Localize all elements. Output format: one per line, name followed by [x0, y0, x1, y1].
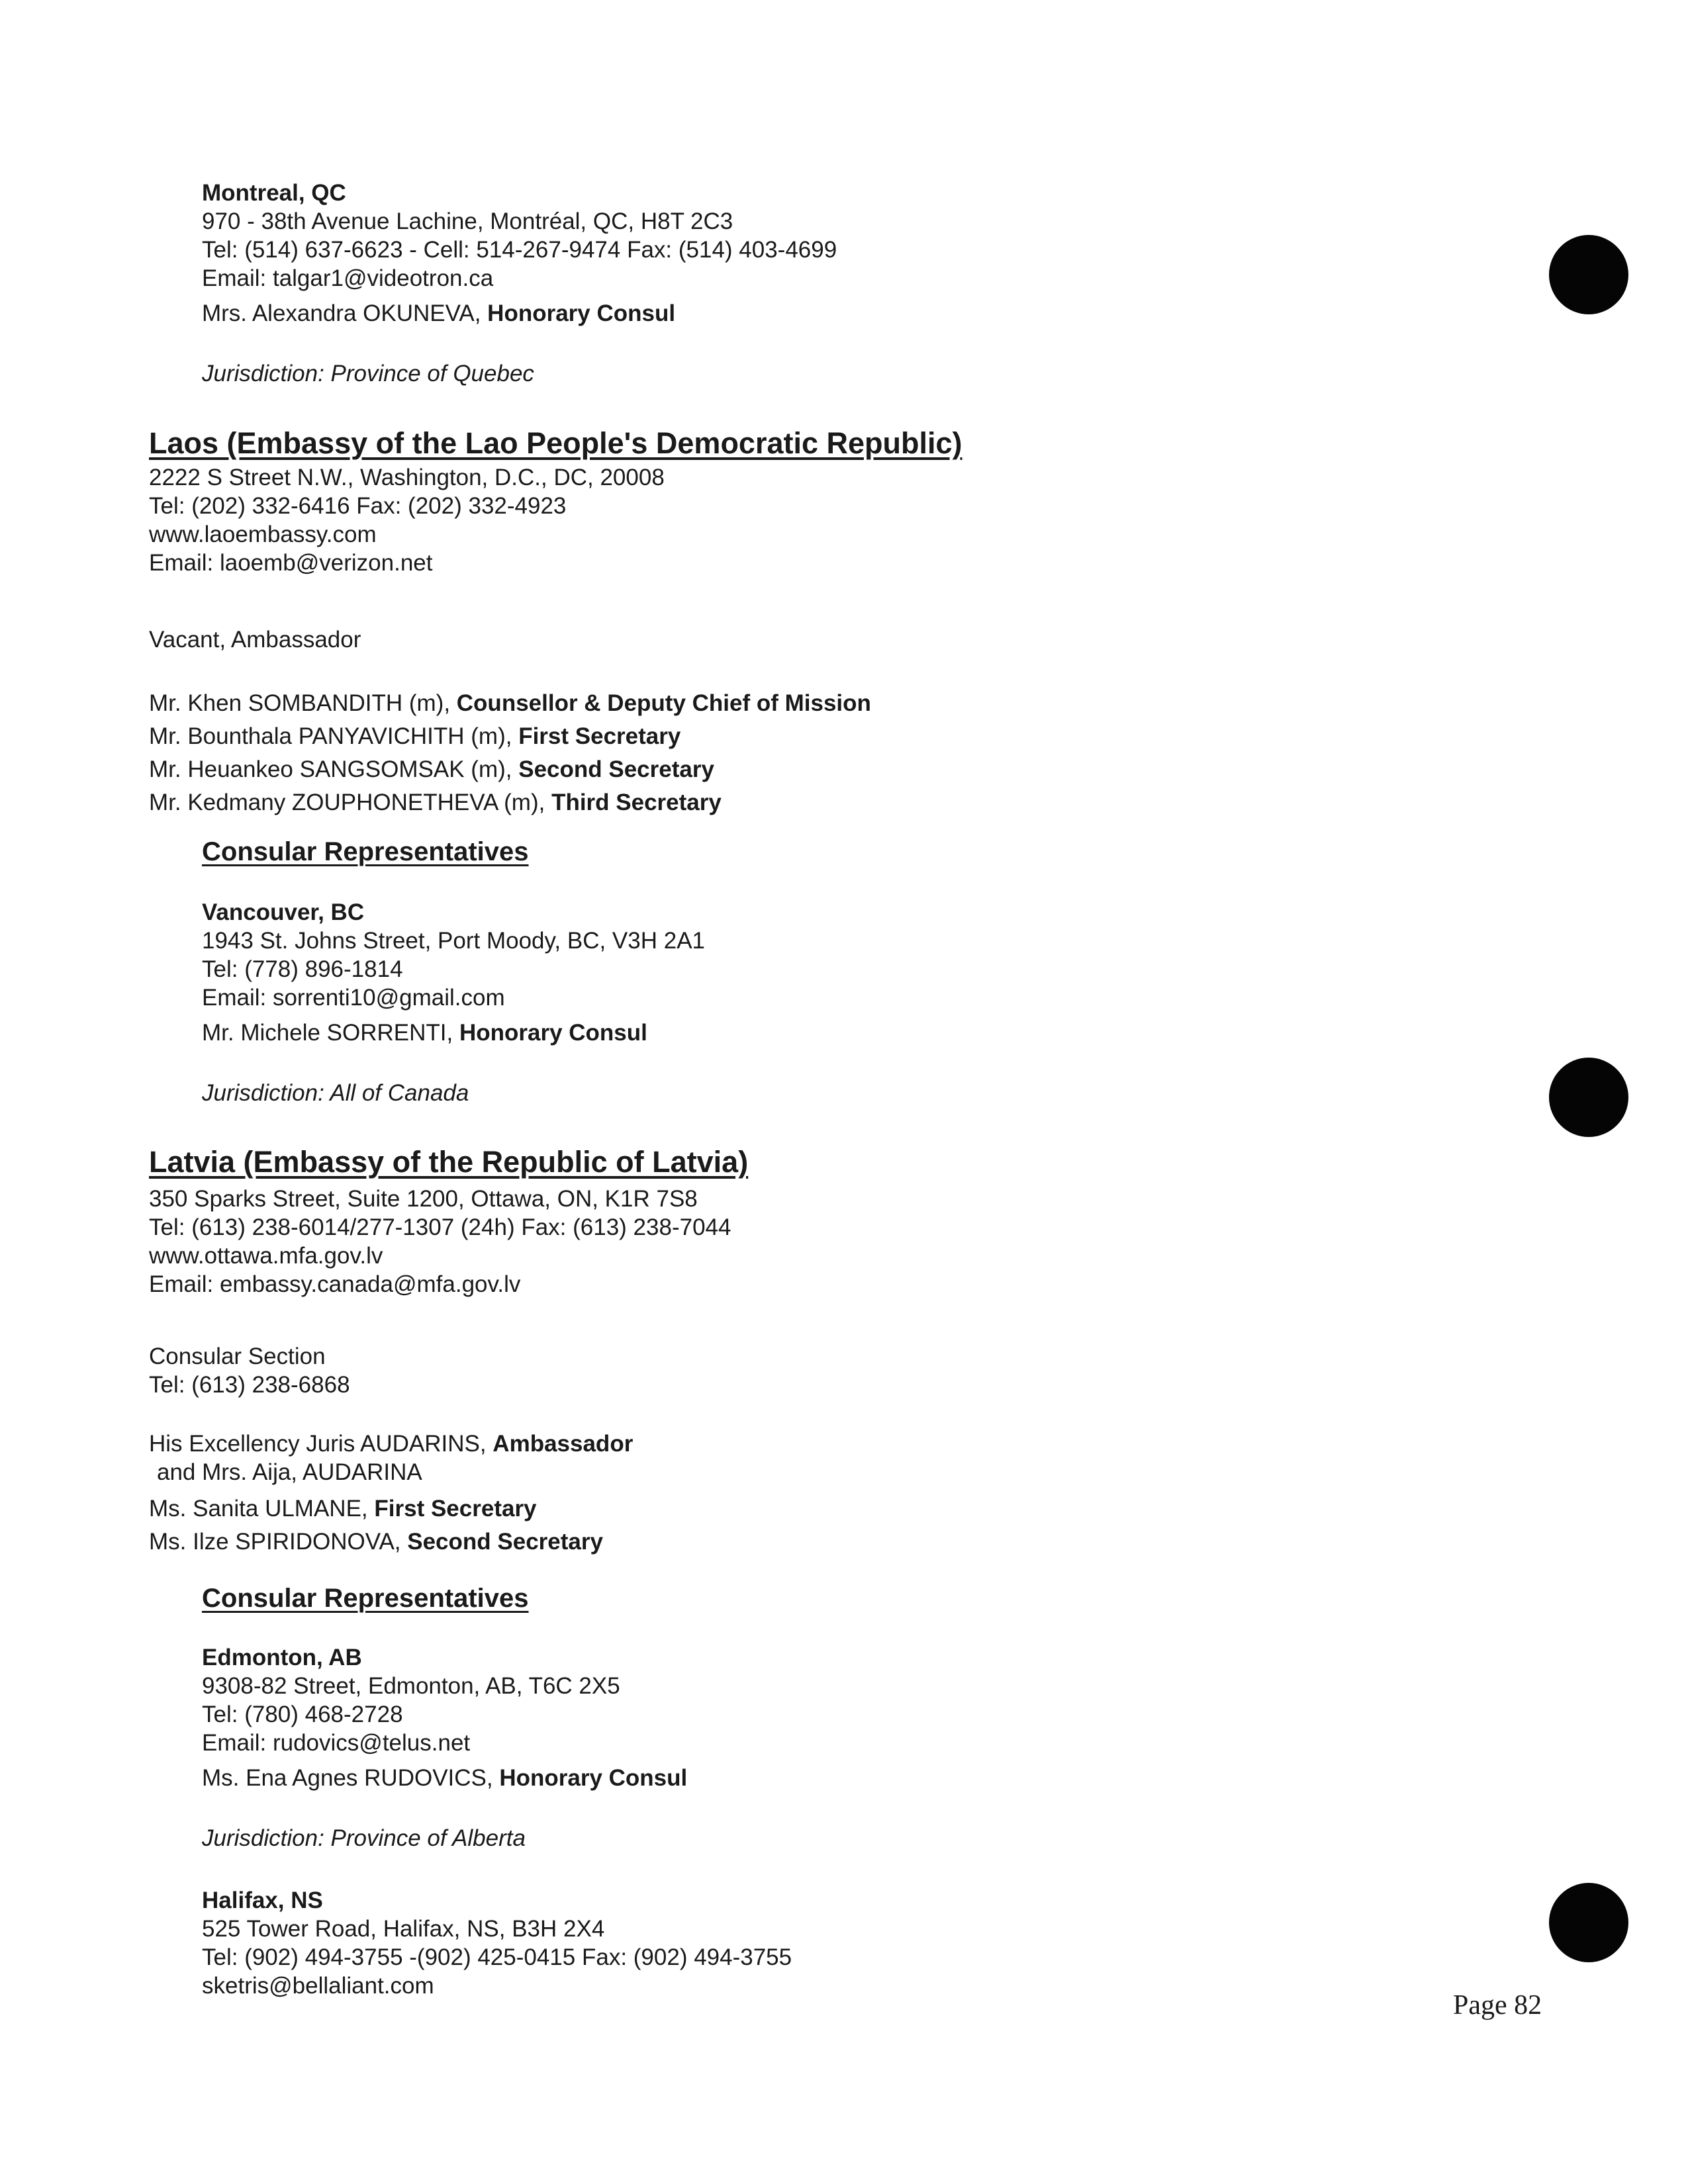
edmonton-address: 9308-82 Street, Edmonton, AB, T6C 2X5 [202, 1673, 620, 1699]
latvia-edmonton-consulate [202, 1643, 687, 1852]
latvia-halifax-consulate [202, 1886, 792, 2000]
latvia-address: 350 Sparks Street, Suite 1200, Ottawa, ON, K1R 7S8 [149, 1186, 698, 1212]
latvia-website: www.ottawa.mfa.gov.lv [149, 1243, 383, 1269]
laos-consular-heading: Consular Representatives [202, 837, 529, 866]
montreal-consul-title: Honorary Consul [487, 300, 676, 326]
edmonton-email: Email: rudovics@telus.net [202, 1730, 471, 1756]
halifax-tel: Tel: (902) 494-3755 -(902) 425-0415 Fax: (902) 494-3755 [202, 1944, 792, 1970]
montreal-city: Montreal, QC [202, 180, 346, 206]
montreal-address: 970 - 38th Avenue Lachine, Montréal, QC, H8T 2C3 [202, 208, 733, 234]
halifax-address: 525 Tower Road, Halifax, NS, B3H 2X4 [202, 1916, 605, 1942]
vancouver-jurisdiction: Jurisdiction: All of Canada [202, 1080, 469, 1106]
punch-hole [1549, 1883, 1628, 1962]
latvia-consular-section [149, 1342, 350, 1399]
latvia-consular-section-label: Consular Section [149, 1343, 326, 1369]
montreal-consulate [202, 179, 837, 388]
edmonton-jurisdiction: Jurisdiction: Province of Alberta [202, 1825, 526, 1851]
latvia-consular-tel: Tel: (613) 238-6868 [149, 1372, 350, 1398]
laos-embassy-contact [149, 463, 665, 577]
punch-hole [1549, 235, 1628, 314]
latvia-email: Email: embassy.canada@mfa.gov.lv [149, 1271, 521, 1297]
halifax-city: Halifax, NS [202, 1888, 323, 1913]
laos-ambassador: Vacant, Ambassador [149, 627, 361, 653]
latvia-embassy-contact [149, 1185, 731, 1298]
vancouver-address: 1943 St. Johns Street, Port Moody, BC, V3H 2A1 [202, 928, 706, 954]
montreal-jurisdiction: Jurisdiction: Province of Quebec [202, 361, 534, 387]
edmonton-city: Edmonton, AB [202, 1645, 362, 1670]
latvia-tel: Tel: (613) 238-6014/277-1307 (24h) Fax: (613) 238-7044 [149, 1214, 731, 1240]
latvia-consular-heading: Consular Representatives [202, 1584, 529, 1613]
montreal-consul [202, 299, 837, 328]
latvia-ambassador [149, 1430, 633, 1486]
latvia-ambassador-line: His Excellency Juris AUDARINS, Ambassador [149, 1431, 633, 1457]
edmonton-tel: Tel: (780) 468-2728 [202, 1702, 403, 1727]
laos-tel: Tel: (202) 332-6416 Fax: (202) 332-4923 [149, 493, 567, 519]
vancouver-consul: Mr. Michele SORRENTI, Honorary Consul [202, 1020, 647, 1046]
laos-email: Email: laoemb@verizon.net [149, 550, 433, 576]
laos-staff-row: Mr. Khen SOMBANDITH (m), Counsellor & Deputy Chief of Mission [149, 690, 871, 716]
punch-hole [1549, 1058, 1628, 1137]
halifax-email: sketris@bellaliant.com [202, 1973, 434, 1999]
laos-heading: Laos (Embassy of the Lao People's Democratic Republic) [149, 426, 962, 460]
laos-staff-row: Mr. Kedmany ZOUPHONETHEVA (m), Third Secretary [149, 790, 722, 815]
laos-website: www.laoembassy.com [149, 522, 377, 547]
laos-staff-row: Mr. Bounthala PANYAVICHITH (m), First Secretary [149, 723, 681, 749]
latvia-staff-row: Ms. Ilze SPIRIDONOVA, Second Secretary [149, 1529, 603, 1555]
latvia-staff-list [149, 1492, 603, 1559]
laos-staff-row: Mr. Heuankeo SANGSOMSAK (m), Second Secretary [149, 756, 714, 782]
montreal-consul-name: Mrs. Alexandra OKUNEVA, [202, 300, 488, 326]
vancouver-city: Vancouver, BC [202, 899, 365, 925]
vancouver-tel: Tel: (778) 896-1814 [202, 956, 403, 982]
laos-staff-list [149, 687, 871, 819]
latvia-ambassador-spouse: and Mrs. Aija, AUDARINA [157, 1459, 422, 1485]
edmonton-consul: Ms. Ena Agnes RUDOVICS, Honorary Consul [202, 1765, 688, 1791]
montreal-tel: Tel: (514) 637-6623 - Cell: 514-267-9474 Fax: (514) 403-4699 [202, 237, 837, 263]
latvia-staff-row: Ms. Sanita ULMANE, First Secretary [149, 1496, 537, 1522]
laos-vancouver-consulate [202, 898, 705, 1107]
laos-address: 2222 S Street N.W., Washington, D.C., DC, 20008 [149, 465, 665, 490]
montreal-email: Email: talgar1@videotron.ca [202, 265, 494, 291]
page-number: Page 82 [1453, 1990, 1542, 2021]
latvia-heading: Latvia (Embassy of the Republic of Latvia) [149, 1145, 749, 1179]
vancouver-email: Email: sorrenti10@gmail.com [202, 985, 505, 1011]
